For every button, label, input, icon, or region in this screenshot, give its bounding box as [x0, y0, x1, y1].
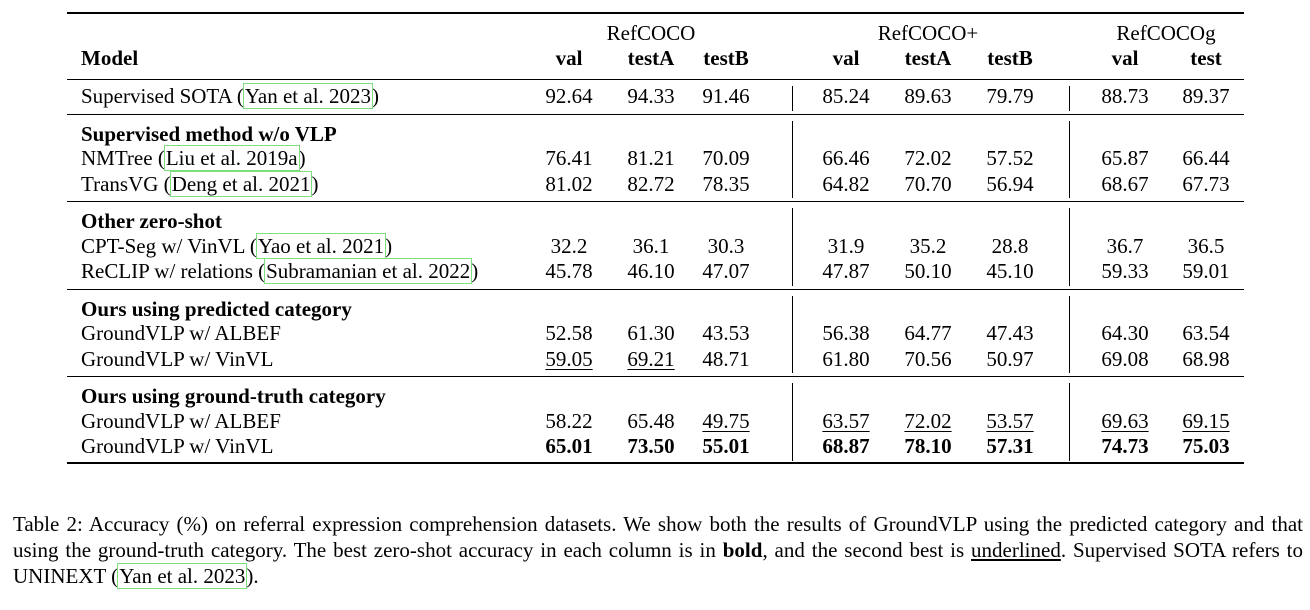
table-cell-value: 59.33	[1101, 259, 1149, 283]
split-header-testb: testB	[987, 46, 1033, 70]
results-table	[67, 12, 1244, 472]
section-rule	[67, 201, 1244, 202]
caption-underline-word: underlined	[971, 538, 1061, 562]
table-cell-value: 52.58	[545, 321, 593, 345]
table-cell-value: 72.02	[904, 146, 952, 170]
table-cell-value: 56.38	[822, 321, 870, 345]
citation-link[interactable]: Deng et al. 2021	[171, 171, 311, 196]
model-label: ReCLIP w/ relations	[81, 259, 259, 283]
table-cell-value: 64.82	[822, 171, 870, 196]
caption-middle: , and the second best is	[762, 538, 972, 562]
model-label: GroundVLP w/ VinVL	[81, 346, 274, 371]
table-cell-value: 36.5	[1187, 233, 1225, 258]
table-cell-value: 74.73	[1101, 434, 1149, 458]
table-cell-value: 69.63	[1101, 408, 1149, 433]
table-cell-value: 57.52	[986, 146, 1034, 170]
table-bottom-rule	[67, 462, 1244, 464]
table-cell-value: 85.24	[822, 84, 870, 108]
paren: )	[311, 171, 319, 196]
table-cell-value: 70.56	[904, 346, 952, 371]
table-cell-value: 65.48	[627, 408, 675, 433]
caption-citation-link[interactable]: Yan et al. 2023	[119, 564, 246, 588]
table-cell-value: 70.09	[702, 146, 750, 170]
table-cell-value: 64.30	[1101, 321, 1149, 345]
split-header-testa: testA	[904, 46, 952, 70]
table-cell-value: 30.3	[707, 233, 745, 258]
section-heading: Ours using predicted category	[81, 296, 352, 321]
model-name	[81, 434, 273, 458]
section-heading: Supervised method w/o VLP	[81, 121, 337, 146]
dataset-header-refcocog: RefCOCOg	[1116, 21, 1216, 45]
caption-suffix: ).	[246, 564, 259, 588]
table-cell-value: 45.78	[545, 259, 593, 283]
table-cell-value: 59.01	[1182, 259, 1230, 283]
table-cell-value: 47.07	[702, 259, 750, 283]
dataset-header-refcoco: RefCOCO	[606, 21, 696, 45]
model-name	[81, 347, 273, 371]
table-cell-value: 70.70	[904, 171, 952, 196]
model-name	[81, 234, 392, 258]
caption-suffix-before-cite: . Supervised SOTA refers to UNINEXT (	[13, 538, 1304, 588]
caption-prefix: Table 2: Accuracy (%) on referral expression comprehension datasets. We show both the results of GroundVLP using the predicted category and that using the ground-truth category. The best zero-shot accuracy in each column is in	[13, 512, 1303, 562]
model-label: GroundVLP w/ VinVL	[81, 434, 274, 458]
column-separator	[792, 208, 793, 286]
table-cell-value: 68.87	[822, 434, 870, 458]
model-name	[81, 84, 379, 108]
table-cell-value: 56.94	[986, 171, 1034, 196]
table-cell-value: 36.7	[1106, 233, 1144, 258]
table-cell-value: 63.57	[822, 408, 870, 433]
table-cell-value: 68.67	[1101, 171, 1149, 196]
model-name	[81, 409, 281, 433]
column-separator	[792, 86, 793, 111]
table-cell-value: 63.54	[1182, 321, 1230, 345]
split-header-test: test	[1190, 46, 1222, 70]
model-label: Supervised SOTA	[81, 84, 237, 108]
citation-link[interactable]: Yao et al. 2021	[257, 233, 385, 258]
caption-text	[13, 511, 1303, 589]
table-cell-value: 48.71	[702, 346, 750, 371]
caption-bold-word: bold	[722, 538, 763, 562]
table-cell-value: 73.50	[627, 434, 675, 458]
table-cell-value: 57.31	[986, 434, 1034, 458]
table-top-rule	[67, 12, 1244, 14]
model-name	[81, 172, 318, 196]
table-cell-value: 69.15	[1182, 408, 1230, 433]
column-separator	[792, 296, 793, 374]
table-cell-value: 36.1	[632, 233, 670, 258]
citation-link[interactable]: Subramanian et al. 2022	[266, 259, 471, 283]
model-name	[81, 259, 478, 283]
table-cell-value: 31.9	[827, 233, 865, 258]
paren: (	[163, 171, 171, 196]
table-cell-value: 53.57	[986, 408, 1034, 433]
table-cell-value: 66.44	[1182, 146, 1230, 170]
section-rule	[67, 376, 1244, 377]
table-cell-value: 78.35	[702, 171, 750, 196]
table-cell-value: 28.8	[991, 233, 1029, 258]
table-cell-value: 65.01	[545, 434, 593, 458]
model-name	[81, 146, 306, 170]
header-rule	[67, 79, 1244, 80]
paren: )	[385, 233, 393, 258]
table-cell-value: 88.73	[1101, 84, 1149, 108]
table-cell-value: 81.21	[627, 146, 675, 170]
table-cell-value: 82.72	[627, 171, 675, 196]
paren: (	[258, 259, 266, 283]
table-cell-value: 47.43	[986, 321, 1034, 345]
table-cell-value: 65.87	[1101, 146, 1149, 170]
paren: )	[298, 146, 306, 170]
split-header-val: val	[1111, 46, 1139, 70]
section-rule	[67, 114, 1244, 115]
table-cell-value: 76.41	[545, 146, 593, 170]
model-label: GroundVLP w/ ALBEF	[81, 408, 281, 433]
paren: (	[236, 84, 244, 108]
table-cell-value: 64.77	[904, 321, 952, 345]
table-cell-value: 69.21	[627, 346, 675, 371]
table-cell-value: 72.02	[904, 408, 952, 433]
table-cell-value: 81.02	[545, 171, 593, 196]
table-cell-value: 46.10	[627, 259, 675, 283]
paren: )	[471, 259, 479, 283]
column-separator	[1069, 208, 1070, 286]
table-cell-value: 75.03	[1182, 434, 1230, 458]
table-cell-value: 89.63	[904, 84, 952, 108]
column-separator	[792, 383, 793, 461]
table-cell-value: 49.75	[702, 408, 750, 433]
column-separator	[792, 121, 793, 199]
model-label: CPT-Seg w/ VinVL	[81, 233, 250, 258]
table-cell-value: 45.10	[986, 259, 1034, 283]
split-header-testa: testA	[627, 46, 675, 70]
table-cell-value: 66.46	[822, 146, 870, 170]
split-header-testb: testB	[703, 46, 749, 70]
table-cell-value: 89.37	[1182, 84, 1230, 108]
section-heading: Ours using ground-truth category	[81, 384, 386, 408]
table-cell-value: 61.80	[822, 346, 870, 371]
column-separator	[1069, 121, 1070, 199]
dataset-header-refcoco-plus: RefCOCO+	[877, 21, 979, 45]
table-cell-value: 79.79	[986, 84, 1034, 108]
table-cell-value: 59.05	[545, 346, 593, 371]
table-cell-value: 61.30	[627, 321, 675, 345]
citation-link[interactable]: Yan et al. 2023	[244, 84, 372, 108]
table-cell-value: 32.2	[550, 233, 588, 258]
paren: (	[157, 146, 165, 170]
table-cell-value: 50.97	[986, 346, 1034, 371]
split-header-val: val	[832, 46, 860, 70]
model-label: GroundVLP w/ ALBEF	[81, 321, 281, 345]
table-cell-value: 58.22	[545, 408, 593, 433]
table-cell-value: 78.10	[904, 434, 952, 458]
split-header-val: val	[555, 46, 583, 70]
model-label: NMTree	[81, 146, 158, 170]
section-heading: Other zero-shot	[81, 209, 222, 233]
table-cell-value: 55.01	[702, 434, 750, 458]
model-label: TransVG	[81, 171, 164, 196]
table-cell-value: 47.87	[822, 259, 870, 283]
table-cell-value: 91.46	[702, 84, 750, 108]
paren: (	[249, 233, 257, 258]
column-separator	[1069, 383, 1070, 461]
column-separator	[1069, 296, 1070, 374]
table-cell-value: 35.2	[909, 233, 947, 258]
table-caption	[13, 511, 1303, 589]
citation-link[interactable]: Liu et al. 2019a	[165, 146, 298, 170]
table-cell-value: 68.98	[1182, 346, 1230, 371]
table-cell-value: 43.53	[702, 321, 750, 345]
table-cell-value: 69.08	[1101, 346, 1149, 371]
paren: )	[372, 84, 380, 108]
model-column-header: Model	[81, 46, 139, 70]
table-cell-value: 50.10	[904, 259, 952, 283]
table-cell-value: 94.33	[627, 84, 675, 108]
table-cell-value: 92.64	[545, 84, 593, 108]
column-separator	[1069, 86, 1070, 111]
model-name	[81, 321, 281, 345]
section-rule	[67, 289, 1244, 290]
table-cell-value: 67.73	[1182, 171, 1230, 196]
